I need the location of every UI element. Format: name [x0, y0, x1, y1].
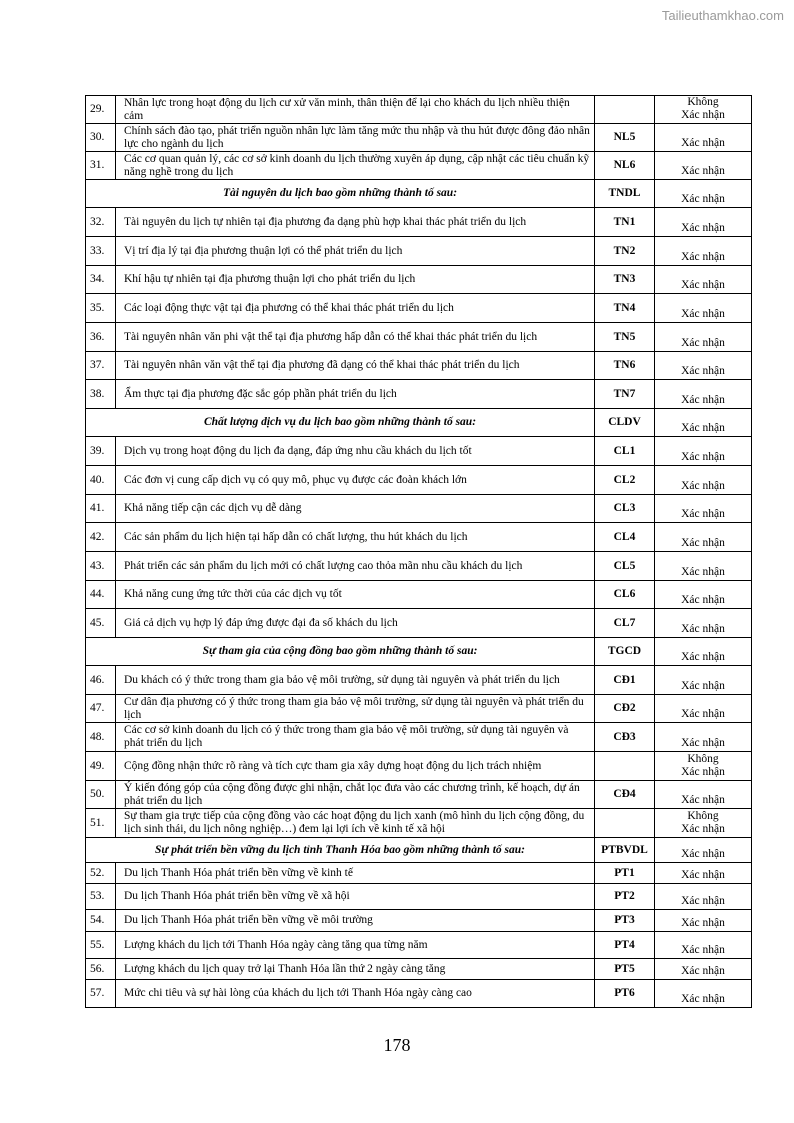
row-result [655, 96, 752, 124]
row-result [655, 781, 752, 809]
result-line: Xác nhận [681, 109, 725, 121]
row-number: 44. [86, 581, 116, 609]
row-result [655, 352, 752, 380]
table-row [86, 294, 752, 323]
row-result [655, 609, 752, 638]
table-row [86, 980, 752, 1008]
table-row [86, 437, 752, 466]
table-row [86, 884, 752, 910]
row-number: 40. [86, 466, 116, 495]
row-description: Cộng đồng nhận thức rõ ràng và tích cực tham gia xây dựng hoạt động du lịch trách nhiệm [116, 752, 595, 781]
row-number: 43. [86, 552, 116, 581]
row-result [655, 409, 752, 437]
row-number: 34. [86, 266, 116, 294]
row-description: Các đơn vị cung cấp dịch vụ có quy mô, phục vụ được các đoàn khách lớn [116, 466, 595, 495]
row-number: 48. [86, 723, 116, 752]
section-title: Tài nguyên du lịch bao gồm những thành tố sau: [86, 180, 595, 208]
table-row [86, 781, 752, 809]
table-row [86, 352, 752, 380]
result-line: Xác nhận [681, 944, 725, 956]
row-code: CL6 [595, 581, 655, 609]
row-description: Ẩm thực tại địa phương đặc sắc góp phần phát triển du lịch [116, 380, 595, 409]
table-row [86, 152, 752, 180]
result-line: Xác nhận [681, 651, 725, 663]
table-row [86, 666, 752, 695]
row-number: 38. [86, 380, 116, 409]
table-row [86, 959, 752, 980]
row-code: PT6 [595, 980, 655, 1008]
result-line: Xác nhận [681, 365, 725, 377]
result-line: Xác nhận [681, 193, 725, 205]
section-title: Sự phát triển bền vững du lịch tỉnh Thanh Hóa bao gồm những thành tố sau: [86, 838, 595, 863]
table-row [86, 237, 752, 266]
row-result [655, 932, 752, 959]
section-header-row [86, 638, 752, 666]
row-result [655, 495, 752, 523]
table-row [86, 266, 752, 294]
row-number: 53. [86, 884, 116, 910]
row-result [655, 959, 752, 980]
row-result [655, 266, 752, 294]
result-line: Xác nhận [681, 766, 725, 778]
row-code: TN1 [595, 208, 655, 237]
result-line: Xác nhận [681, 965, 725, 977]
row-description: Các cơ sở kinh doanh du lịch có ý thức trong tham gia bảo vệ môi trường, sử dụng tài nguyên và phát triển du lịch [116, 723, 595, 752]
row-result [655, 180, 752, 208]
row-result [655, 552, 752, 581]
result-line: Xác nhận [681, 251, 725, 263]
row-code: NL6 [595, 152, 655, 180]
row-description: Khả năng tiếp cận các dịch vụ dễ dàng [116, 495, 595, 523]
row-result [655, 695, 752, 723]
row-description: Nhân lực trong hoạt động du lịch cư xử văn minh, thân thiện để lại cho khách du lịch nhiều thiện cảm [116, 96, 595, 124]
result-line: Không [687, 753, 719, 765]
row-description: Khí hậu tự nhiên tại địa phương thuận lợi cho phát triển du lịch [116, 266, 595, 294]
row-number: 54. [86, 910, 116, 932]
table-row [86, 552, 752, 581]
row-result [655, 838, 752, 863]
row-description: Du lịch Thanh Hóa phát triển bền vững về xã hội [116, 884, 595, 910]
row-result [655, 723, 752, 752]
row-result [655, 910, 752, 932]
row-description: Du lịch Thanh Hóa phát triển bền vững về môi trường [116, 910, 595, 932]
row-code: PT3 [595, 910, 655, 932]
row-code: CL2 [595, 466, 655, 495]
row-code: CL4 [595, 523, 655, 552]
row-code: CĐ3 [595, 723, 655, 752]
row-description: Tài nguyên nhân văn vật thể tại địa phương đã dạng có thể khai thác phát triển du lịch [116, 352, 595, 380]
table-row [86, 466, 752, 495]
page-number: 178 [383, 1035, 411, 1055]
result-line: Xác nhận [681, 993, 725, 1005]
result-line: Xác nhận [681, 537, 725, 549]
row-number: 42. [86, 523, 116, 552]
table-row [86, 323, 752, 352]
table-row [86, 863, 752, 884]
result-line: Xác nhận [681, 337, 725, 349]
row-description: Cư dân địa phương có ý thức trong tham gia bảo vệ môi trường, sử dụng tài nguyên và phát triển du lịch [116, 695, 595, 723]
result-line: Xác nhận [681, 165, 725, 177]
row-number: 51. [86, 809, 116, 838]
row-code: TN7 [595, 380, 655, 409]
table-row [86, 695, 752, 723]
row-code: CL1 [595, 437, 655, 466]
row-result [655, 884, 752, 910]
row-number: 52. [86, 863, 116, 884]
row-code: CLDV [595, 409, 655, 437]
row-number: 55. [86, 932, 116, 959]
survey-table [85, 95, 752, 1008]
row-code: PT1 [595, 863, 655, 884]
result-line: Không [687, 96, 719, 108]
row-description: Khả năng cung ứng tức thời của các dịch vụ tốt [116, 581, 595, 609]
row-number: 32. [86, 208, 116, 237]
row-code: CL3 [595, 495, 655, 523]
row-number: 41. [86, 495, 116, 523]
row-code: TN2 [595, 237, 655, 266]
row-result [655, 809, 752, 838]
section-title: Sự tham gia của cộng đồng bao gồm những thành tố sau: [86, 638, 595, 666]
row-result [655, 581, 752, 609]
row-code: TN3 [595, 266, 655, 294]
row-result [655, 208, 752, 237]
row-result [655, 323, 752, 352]
table-row [86, 752, 752, 781]
row-description: Mức chi tiêu và sự hài lòng của khách du lịch tới Thanh Hóa ngày càng cao [116, 980, 595, 1008]
result-line: Xác nhận [681, 680, 725, 692]
row-code: PT4 [595, 932, 655, 959]
row-result [655, 237, 752, 266]
row-description: Các cơ quan quản lý, các cơ sở kinh doanh du lịch thường xuyên áp dụng, cập nhật các tiêu chuẩn kỹ năng nghề trong du lịch [116, 152, 595, 180]
table-row [86, 723, 752, 752]
result-line: Xác nhận [681, 848, 725, 860]
result-line: Xác nhận [681, 308, 725, 320]
row-code: CĐ4 [595, 781, 655, 809]
row-result [655, 752, 752, 781]
row-result [655, 638, 752, 666]
result-line: Xác nhận [681, 480, 725, 492]
result-line: Xác nhận [681, 823, 725, 835]
row-code [595, 752, 655, 781]
section-title: Chất lượng dịch vụ du lịch bao gồm những thành tố sau: [86, 409, 595, 437]
row-code: CL5 [595, 552, 655, 581]
row-number: 36. [86, 323, 116, 352]
row-description: Ý kiến đóng góp của cộng đồng được ghi nhận, chắt lọc đưa vào các chương trình, kế hoạch, dự án phát triển du lịch [116, 781, 595, 809]
row-description: Các sản phẩm du lịch hiện tại hấp dẫn có chất lượng, thu hút khách du lịch [116, 523, 595, 552]
row-description: Du khách có ý thức trong tham gia bảo vệ môi trường, sử dụng tài nguyên và phát triển du lịch [116, 666, 595, 695]
row-code: NL5 [595, 124, 655, 152]
row-description: Giá cả dịch vụ hợp lý đáp ứng được đại đa số khách du lịch [116, 609, 595, 638]
row-result [655, 380, 752, 409]
section-header-row [86, 180, 752, 208]
result-line: Xác nhận [681, 508, 725, 520]
row-result [655, 124, 752, 152]
row-number: 46. [86, 666, 116, 695]
row-number: 47. [86, 695, 116, 723]
row-number: 35. [86, 294, 116, 323]
row-result [655, 666, 752, 695]
row-code: TNDL [595, 180, 655, 208]
row-code: TGCD [595, 638, 655, 666]
result-line: Xác nhận [681, 279, 725, 291]
result-line: Không [687, 810, 719, 822]
table-row [86, 495, 752, 523]
row-description: Tài nguyên nhân văn phi vật thể tại địa phương hấp dẫn có thể khai thác phát triển du lịch [116, 323, 595, 352]
row-number: 33. [86, 237, 116, 266]
result-line: Xác nhận [681, 708, 725, 720]
row-code: CĐ2 [595, 695, 655, 723]
result-line: Xác nhận [681, 869, 725, 881]
row-description: Lượng khách du lịch quay trở lại Thanh Hóa lần thứ 2 ngày càng tăng [116, 959, 595, 980]
table-row [86, 910, 752, 932]
row-number: 49. [86, 752, 116, 781]
row-number: 50. [86, 781, 116, 809]
table-row [86, 932, 752, 959]
row-number: 56. [86, 959, 116, 980]
result-line: Xác nhận [681, 394, 725, 406]
row-result [655, 466, 752, 495]
row-description: Tài nguyên du lịch tự nhiên tại địa phương đa dạng phù hợp khai thác phát triển du lịch [116, 208, 595, 237]
row-number: 39. [86, 437, 116, 466]
row-number: 57. [86, 980, 116, 1008]
row-result [655, 980, 752, 1008]
table-row [86, 609, 752, 638]
table-row [86, 208, 752, 237]
result-line: Xác nhận [681, 422, 725, 434]
row-result [655, 523, 752, 552]
row-code: TN6 [595, 352, 655, 380]
table-row [86, 809, 752, 838]
row-description: Dịch vụ trong hoạt động du lịch đa dạng, đáp ứng nhu cầu khách du lịch tốt [116, 437, 595, 466]
section-header-row [86, 838, 752, 863]
row-result [655, 437, 752, 466]
table-row [86, 96, 752, 124]
row-code: TN4 [595, 294, 655, 323]
row-code: CĐ1 [595, 666, 655, 695]
row-description: Du lịch Thanh Hóa phát triển bền vững về kinh tế [116, 863, 595, 884]
section-header-row [86, 409, 752, 437]
row-description: Vị trí địa lý tại địa phương thuận lợi có thể phát triển du lịch [116, 237, 595, 266]
result-line: Xác nhận [681, 566, 725, 578]
table-row [86, 380, 752, 409]
row-result [655, 152, 752, 180]
row-code: PT5 [595, 959, 655, 980]
row-code: TN5 [595, 323, 655, 352]
table-row [86, 581, 752, 609]
row-code [595, 96, 655, 124]
watermark-text: Tailieuthamkhao.com [661, 8, 784, 23]
result-line: Xác nhận [681, 794, 725, 806]
row-code: CL7 [595, 609, 655, 638]
row-result [655, 863, 752, 884]
result-line: Xác nhận [681, 623, 725, 635]
result-line: Xác nhận [681, 594, 725, 606]
row-description: Sự tham gia trực tiếp của cộng đồng vào các hoạt động du lịch xanh (mô hình du lịch cộng đồng, du lịch sinh thái, du lịch nông nghiệp…) đem lại lợi ích về kinh tế xã hội [116, 809, 595, 838]
row-code: PTBVDL [595, 838, 655, 863]
table-row [86, 523, 752, 552]
row-code: PT2 [595, 884, 655, 910]
row-description: Lượng khách du lịch tới Thanh Hóa ngày càng tăng qua từng năm [116, 932, 595, 959]
row-description: Phát triển các sản phẩm du lịch mới có chất lượng cao thỏa mãn nhu cầu khách du lịch [116, 552, 595, 581]
row-description: Các loại động thực vật tại địa phương có thể khai thác phát triển du lịch [116, 294, 595, 323]
result-line: Xác nhận [681, 917, 725, 929]
row-number: 45. [86, 609, 116, 638]
result-line: Xác nhận [681, 222, 725, 234]
row-number: 37. [86, 352, 116, 380]
result-line: Xác nhận [681, 137, 725, 149]
result-line: Xác nhận [681, 737, 725, 749]
row-code [595, 809, 655, 838]
row-description: Chính sách đào tạo, phát triển nguồn nhân lực làm tăng mức thu nhập và thu hút được đông đảo nhân lực cho ngành du lịch [116, 124, 595, 152]
row-result [655, 294, 752, 323]
row-number: 29. [86, 96, 116, 124]
table-row [86, 124, 752, 152]
result-line: Xác nhận [681, 451, 725, 463]
result-line: Xác nhận [681, 895, 725, 907]
row-number: 30. [86, 124, 116, 152]
row-number: 31. [86, 152, 116, 180]
